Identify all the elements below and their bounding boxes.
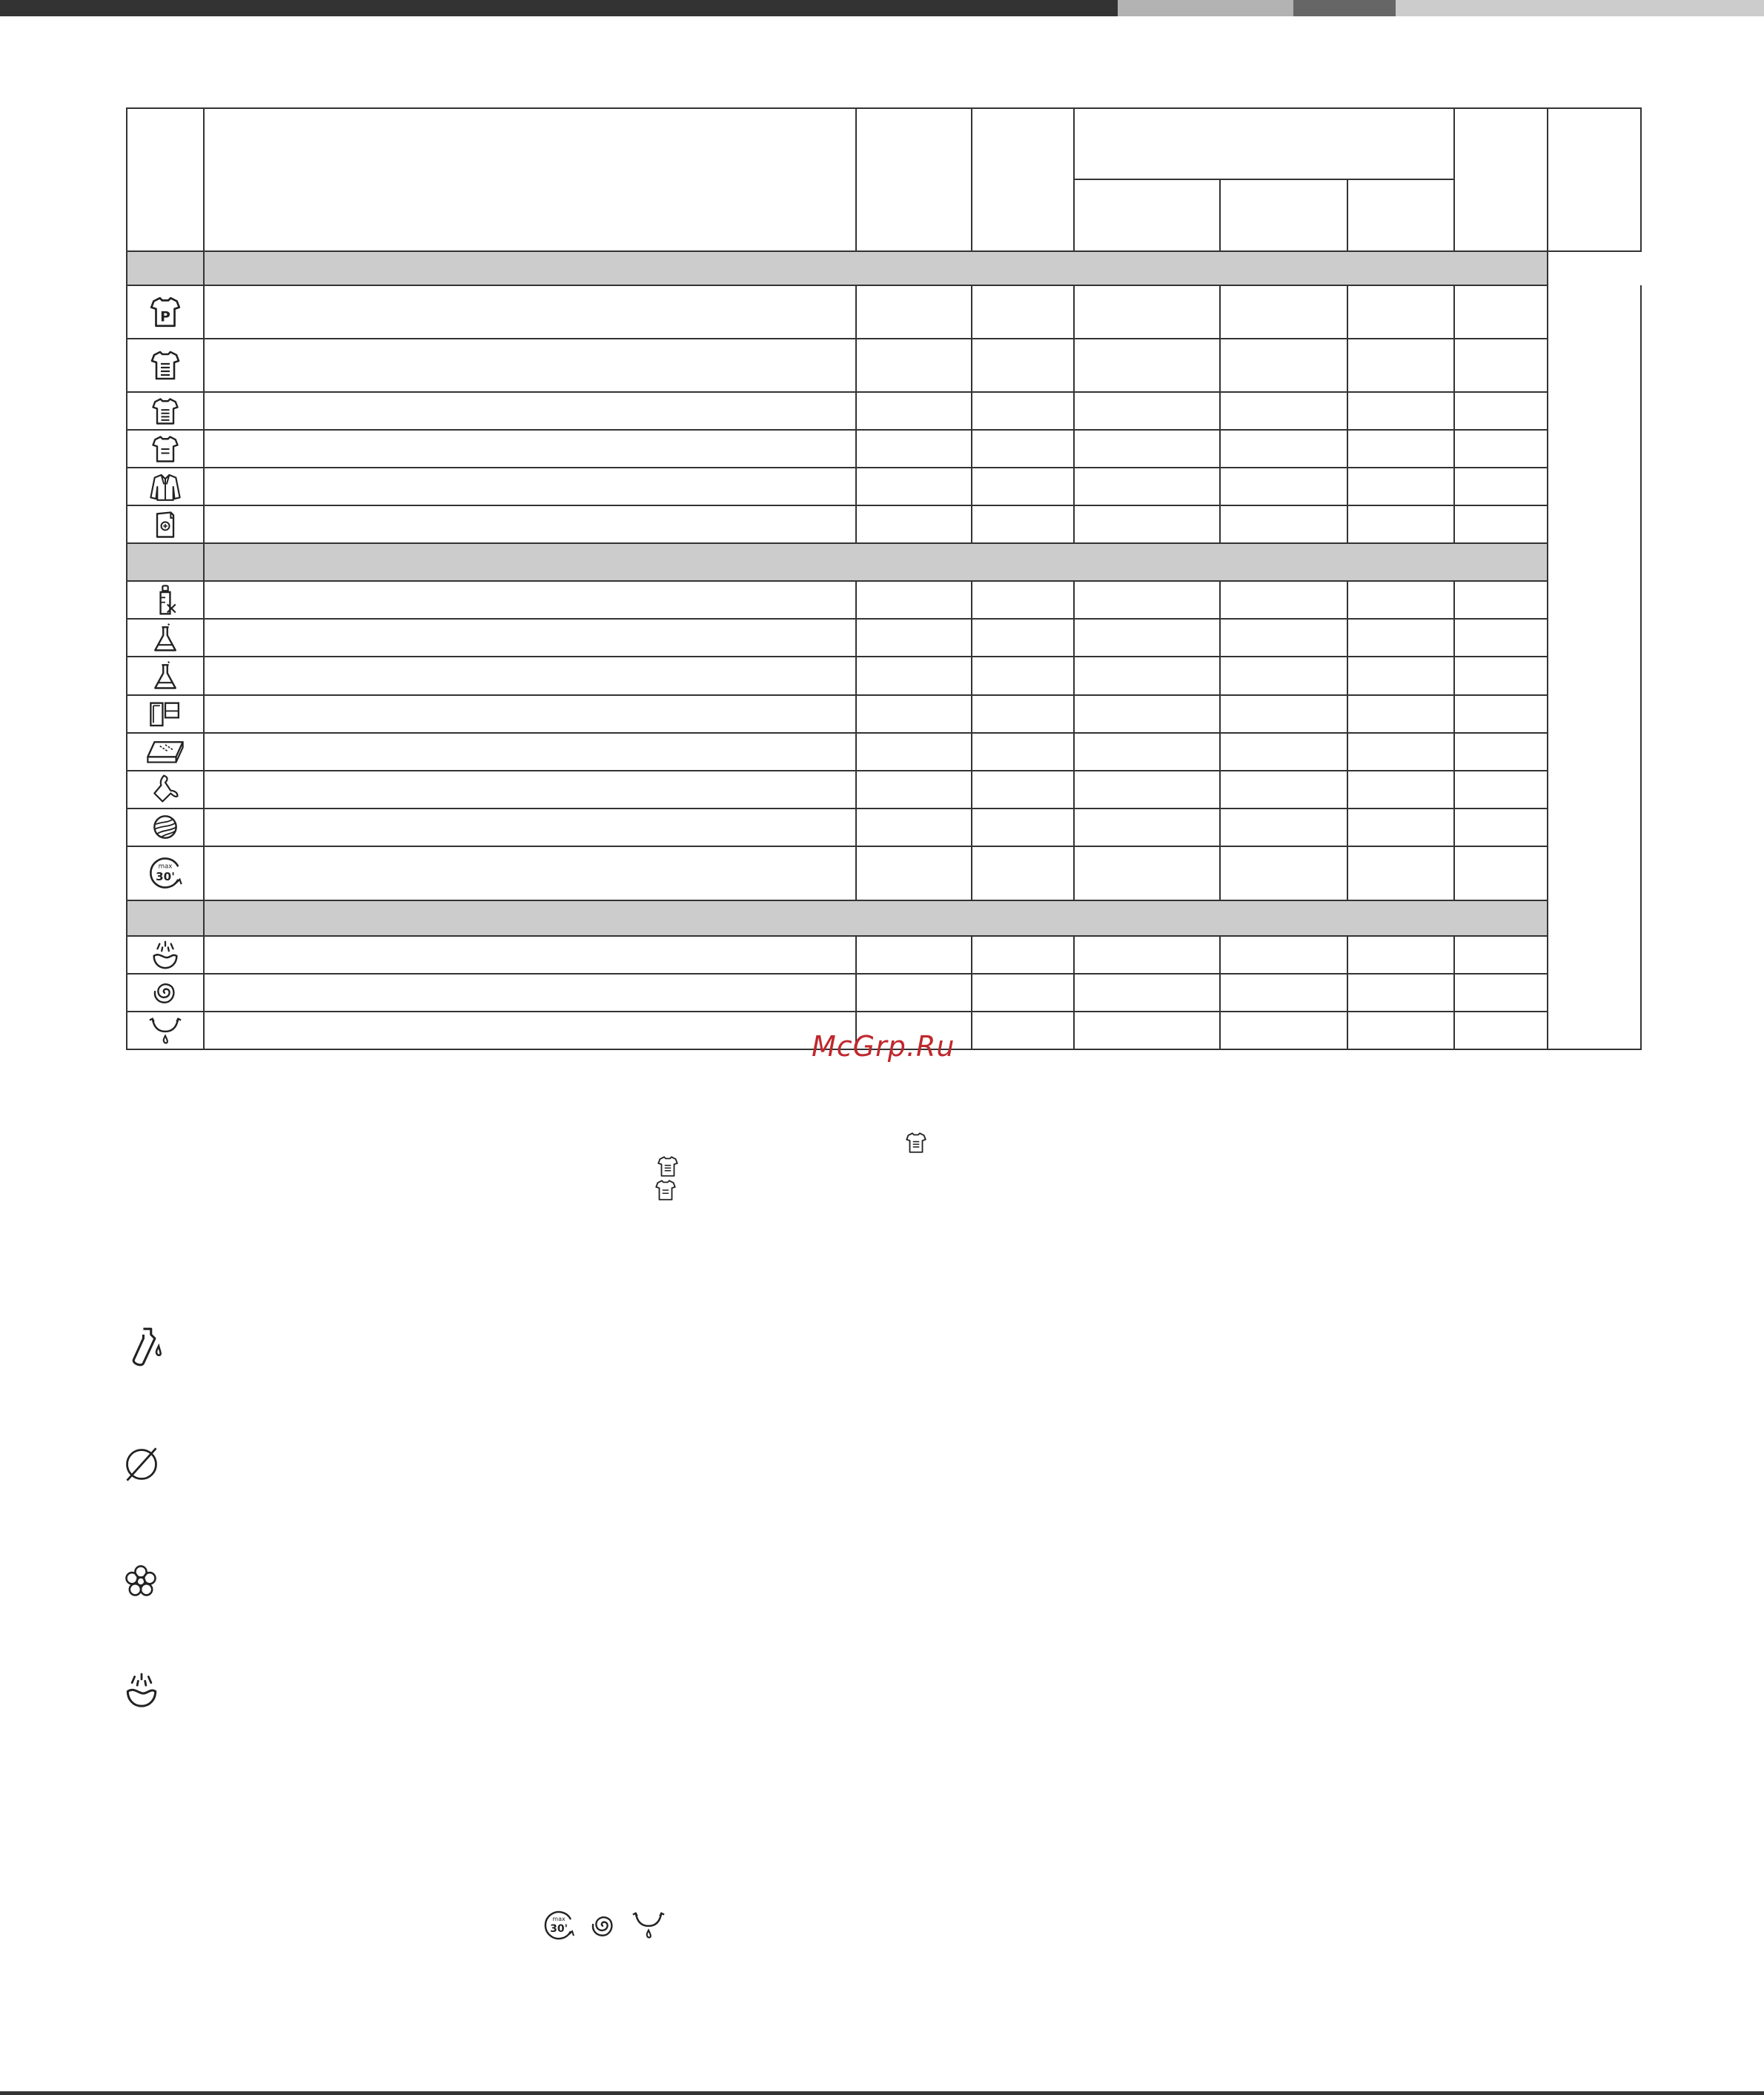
table-cell — [1347, 339, 1454, 392]
table-cell — [1074, 339, 1220, 392]
spin-icon — [149, 976, 182, 1009]
header-subcell — [1074, 179, 1220, 251]
table-cell — [204, 771, 856, 809]
table-row — [127, 809, 1641, 846]
table-cell — [1074, 285, 1220, 339]
programme-icon-cell — [127, 285, 204, 339]
table-cell — [972, 285, 1074, 339]
table-cell — [1347, 695, 1454, 733]
section-cell — [127, 900, 204, 936]
table-cell — [1454, 846, 1548, 900]
table-cell — [856, 505, 972, 543]
table-cell — [1454, 392, 1548, 430]
table-cell — [972, 974, 1074, 1012]
table-cell — [1347, 581, 1454, 619]
table-cell — [1074, 1012, 1220, 1049]
table-cell — [1074, 468, 1220, 505]
table-row — [127, 733, 1641, 771]
section-row — [127, 251, 1641, 285]
table-cell — [1454, 771, 1548, 809]
table-cell — [1347, 285, 1454, 339]
table-row — [127, 936, 1641, 974]
table-cell — [1220, 936, 1347, 974]
table-cell — [204, 657, 856, 694]
table-cell — [1454, 468, 1548, 505]
table-cell — [1074, 936, 1220, 974]
quick-30-icon — [146, 854, 185, 892]
table-cell — [1347, 936, 1454, 974]
shirt-two-lines-icon — [149, 433, 182, 465]
programme-icon-cell — [127, 505, 204, 543]
table-row — [127, 468, 1641, 505]
programme-icon-cell — [127, 657, 204, 694]
table-cell — [1454, 430, 1548, 468]
table-cell — [1074, 619, 1220, 657]
table-cell — [1074, 505, 1220, 543]
table-cell — [1347, 430, 1454, 468]
table-cell — [1454, 733, 1548, 771]
table-cell — [972, 657, 1074, 694]
header-bar-segment — [0, 0, 1118, 16]
detergent-bottle-icon — [122, 1325, 168, 1371]
table-row — [127, 505, 1641, 543]
table-cell — [1220, 619, 1347, 657]
table-row — [127, 657, 1641, 694]
table-cell — [1347, 974, 1454, 1012]
flask-icon — [149, 621, 182, 655]
section-cell — [204, 543, 1548, 581]
silk-icon — [149, 772, 182, 806]
header-cell — [972, 108, 1074, 251]
header-cell — [127, 108, 204, 251]
table-cell — [972, 619, 1074, 657]
right-column-cell — [1548, 285, 1641, 1049]
table-cell — [856, 974, 972, 1012]
table-cell — [972, 505, 1074, 543]
programme-icon-cell — [127, 936, 204, 974]
table-cell — [972, 339, 1074, 392]
table-cell — [856, 581, 972, 619]
table-cell — [1074, 657, 1220, 694]
table-row — [127, 392, 1641, 430]
table-cell — [1454, 285, 1548, 339]
table-cell — [972, 695, 1074, 733]
table-cell — [1074, 771, 1220, 809]
header-cell — [1548, 108, 1641, 251]
table-cell — [1454, 936, 1548, 974]
table-cell — [1220, 285, 1347, 339]
section-cell — [127, 251, 204, 285]
table-cell — [856, 285, 972, 339]
table-cell — [1347, 1012, 1454, 1049]
table-cell — [1220, 695, 1347, 733]
section-cell — [204, 900, 1548, 936]
table-row — [127, 339, 1641, 392]
header-cell — [204, 108, 856, 251]
shirt-p-icon — [147, 293, 184, 331]
drain-icon — [631, 1908, 666, 1942]
header-bar-segment — [1293, 0, 1396, 16]
svg-text:P: P — [160, 309, 170, 325]
section-row — [127, 543, 1641, 581]
table-cell — [204, 339, 856, 392]
table-cell — [1220, 1012, 1347, 1049]
table-cell — [856, 657, 972, 694]
programme-icon-cell — [127, 733, 204, 771]
table-cell — [856, 846, 972, 900]
rinse-icon — [148, 937, 182, 972]
table-cell — [204, 936, 856, 974]
table-cell — [972, 936, 1074, 974]
flower-icon — [122, 1562, 160, 1601]
header-cell — [1454, 108, 1548, 251]
no-stain-icon — [122, 1445, 161, 1484]
table-cell — [204, 695, 856, 733]
table-cell — [204, 809, 856, 846]
quick-30-num-text: 30' — [550, 1923, 568, 1935]
table-cell — [972, 733, 1074, 771]
table-cell — [856, 771, 972, 809]
table-cell — [972, 771, 1074, 809]
shirt-lines-icon — [147, 348, 183, 383]
table-cell — [856, 936, 972, 974]
table-cell — [972, 809, 1074, 846]
table-row — [127, 974, 1641, 1012]
section-cell — [204, 251, 1548, 285]
programme-icon-cell — [127, 809, 204, 846]
table-cell — [1220, 771, 1347, 809]
table-cell — [1454, 657, 1548, 694]
table-cell — [1074, 430, 1220, 468]
table-row — [127, 771, 1641, 809]
programme-icon-cell — [127, 695, 204, 733]
header-bar-segment — [1118, 0, 1293, 16]
programme-icon-cell — [127, 339, 204, 392]
table-cell — [1220, 392, 1347, 430]
table-cell — [1074, 392, 1220, 430]
table-cell — [1220, 974, 1347, 1012]
towels-icon — [147, 699, 184, 728]
table-row — [127, 619, 1641, 657]
table-cell — [1220, 339, 1347, 392]
flask-icon — [149, 659, 182, 693]
table-cell — [204, 974, 856, 1012]
table-row — [127, 581, 1641, 619]
table-cell — [204, 392, 856, 430]
programme-icon-cell — [127, 430, 204, 468]
table-cell — [1074, 733, 1220, 771]
programme-icon-cell — [127, 771, 204, 809]
blank-cell — [1548, 251, 1641, 285]
table-cell — [1074, 581, 1220, 619]
programme-icon-cell — [127, 619, 204, 657]
table-cell — [1220, 733, 1347, 771]
table-cell — [1074, 809, 1220, 846]
table-cell — [972, 468, 1074, 505]
table-cell — [1454, 695, 1548, 733]
bottom-rule — [0, 2091, 1764, 2095]
quick-30-icon — [541, 1908, 577, 1943]
table-cell — [1347, 809, 1454, 846]
section-row — [127, 900, 1641, 936]
table-cell — [856, 339, 972, 392]
table-cell — [856, 430, 972, 468]
table-cell — [1454, 809, 1548, 846]
header-bar-segment — [1396, 0, 1764, 16]
table-cell — [1347, 392, 1454, 430]
programme-icon-cell — [127, 1012, 204, 1049]
detergent-pack-icon — [149, 508, 182, 542]
quick-30-num-text: 30' — [156, 869, 175, 883]
table-cell — [204, 733, 856, 771]
table-cell — [856, 468, 972, 505]
table-cell — [204, 468, 856, 505]
spin-icon — [587, 1909, 620, 1942]
programme-icon-cell — [127, 974, 204, 1012]
programme-icon-cell — [127, 581, 204, 619]
table-cell — [856, 619, 972, 657]
table-cell — [1074, 695, 1220, 733]
blanket-icon — [145, 737, 186, 766]
baby-bottle-icon — [149, 583, 182, 617]
header-subcell — [1347, 179, 1454, 251]
table-cell — [1454, 974, 1548, 1012]
shirt-two-lines-icon — [653, 1178, 678, 1203]
table-cell — [1220, 505, 1347, 543]
table-cell — [1347, 619, 1454, 657]
table-cell — [1454, 1012, 1548, 1049]
table-cell — [204, 1012, 856, 1049]
table-cell — [972, 392, 1074, 430]
table-cell — [1220, 581, 1347, 619]
programme-icon-cell — [127, 468, 204, 505]
programme-table — [126, 107, 1642, 1050]
table-cell — [1220, 430, 1347, 468]
table-cell — [856, 695, 972, 733]
watermark: McGrp.Ru — [812, 1030, 955, 1063]
table-cell — [1454, 339, 1548, 392]
quick-30-max-text: max — [158, 863, 173, 871]
table-cell — [972, 1012, 1074, 1049]
table-cell — [1454, 619, 1548, 657]
table-cell — [1074, 846, 1220, 900]
table-cell — [204, 285, 856, 339]
header-cell — [856, 108, 972, 251]
table-cell — [1454, 505, 1548, 543]
table-cell — [1347, 846, 1454, 900]
table-row — [127, 695, 1641, 733]
table-cell — [1074, 974, 1220, 1012]
table-cell — [1454, 581, 1548, 619]
table-row — [127, 430, 1641, 468]
programme-icon-cell — [127, 392, 204, 430]
table-cell — [1347, 468, 1454, 505]
rinse-icon — [121, 1669, 162, 1710]
table-header-row — [127, 108, 1641, 179]
header-cell-group — [1074, 108, 1454, 179]
table-cell — [204, 581, 856, 619]
jacket-icon — [147, 471, 184, 503]
table-cell — [204, 846, 856, 900]
quick-30-max-text: max — [552, 1916, 566, 1922]
shirt-lines-icon — [655, 1154, 680, 1179]
table-cell — [1347, 505, 1454, 543]
header-subcell — [1220, 179, 1347, 251]
table-cell — [204, 505, 856, 543]
table-row — [127, 285, 1641, 339]
table-cell — [972, 846, 1074, 900]
table-cell — [1347, 657, 1454, 694]
shirt-lines-icon — [903, 1130, 929, 1155]
section-cell — [127, 543, 204, 581]
wool-icon — [149, 811, 182, 843]
table-cell — [204, 430, 856, 468]
table-cell — [856, 392, 972, 430]
programme-icon-cell — [127, 846, 204, 900]
table-cell — [1347, 733, 1454, 771]
drain-icon — [148, 1013, 182, 1047]
table-row — [127, 846, 1641, 900]
table-cell — [1347, 771, 1454, 809]
table-cell — [204, 619, 856, 657]
table-cell — [1220, 657, 1347, 694]
table-cell — [1220, 809, 1347, 846]
table-cell — [856, 733, 972, 771]
table-cell — [1220, 468, 1347, 505]
table-cell — [856, 809, 972, 846]
table-cell — [1220, 846, 1347, 900]
table-cell — [972, 581, 1074, 619]
table-cell — [972, 430, 1074, 468]
shirt-lines-icon — [149, 395, 182, 428]
